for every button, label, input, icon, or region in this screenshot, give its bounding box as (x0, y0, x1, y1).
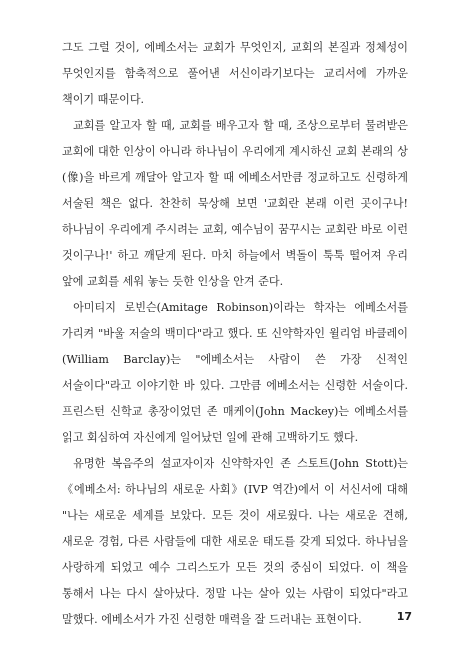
body-text (62, 35, 408, 633)
page-number: 17 (396, 610, 412, 623)
paragraph-3: 아미티지 로빈슨(Amitage Robinson)이라는 학자는 에베소서를 가리켜 "바울 저술의 백미다"라고 했다. 또 신약학자인 윌리엄 바클레이(William Barclay)는 "에베소서는 사람이 쓴 가장 신적인 서술이다"라고 이야기한 바 있다. 그만큼 에베소서는 신령한 서술이다. 프린스턴 신학교 총장이었던 존 매케이(John Mackey)는 에베소서를 읽고 회심하여 자신에게 일어났던 일에 관해 고백하기도 했다. (62, 301, 408, 444)
paragraph-2: 교회를 알고자 할 때, 교회를 배우고자 할 때, 조상으로부터 물려받은 교회에 대한 인상이 아니라 하나님이 우리에게 계시하신 교회 본래의 상(像)을 바르게 깨달아 알고자 할 때 에베소서만큼 정교하고도 신령하게 서술된 책은 없다. 찬찬히 묵상해 보면 '교회란 본래 이런 곳이구나! 하나님이 우리에게 주시려는 교회, 예수님이 꿈꾸시는 교회란 바로 이런 것이구나!' 하고 깨닫게 된다. 마치 하늘에서 벽돌이 툭툭 떨어져 우리 앞에 교회를 세워 놓는 듯한 인상을 안겨 준다. (62, 119, 408, 288)
paragraph-4: 유명한 복음주의 설교자이자 신약학자인 존 스토트(John Stott)는 《에베소서: 하나님의 새로운 사회》(IVP 역간)에서 이 서신서에 대해 "나는 새로운 세계를 보았다. 모든 것이 새로웠다. 나는 새로운 견해, 새로운 경험, 다른 사람들에 대한 새로운 태도를 갖게 되었다. 하나님을 사랑하게 되었고 예수 그리스도가 모든 것의 중심이 되었다. 이 책을 통해서 나는 다시 살아났다. 정말 나는 살아 있는 사람이 되었다"라고 말했다. 에베소서가 가진 신령한 매력을 잘 드러내는 표현이다. (62, 457, 408, 626)
paragraph-1: 그도 그럴 것이, 에베소서는 교회가 무엇인지, 교회의 본질과 정체성이 무엇인지를 함축적으로 풀어낸 서신이라기보다는 교리서에 가까운 책이기 때문이다. (62, 41, 408, 106)
